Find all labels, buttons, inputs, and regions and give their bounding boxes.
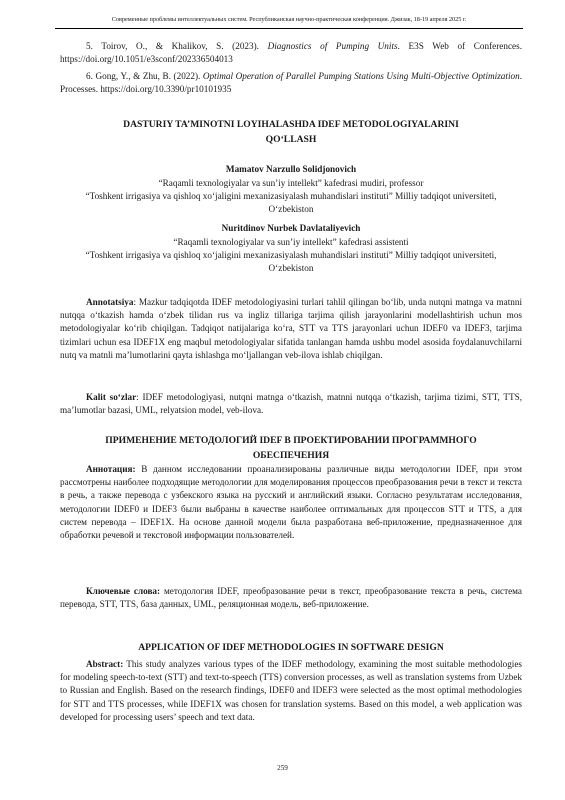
en-abstract-text: This study analyzes various types of the IDEF methodology, examining the most suitable methodologies for modeling speech-to-text (STT) and text-to-speech (TTS) conversion processes, as well as translation systems from Uzbek to Russian and English. Based on the research findings, IDEF0 and IDEF3 were selected as the most optimal methodologies for STT and TTS processes, while IDEF1X was chosen for translation systems. Based on this model, a web application was developed for processing users’ speech and text data. bbox=[60, 659, 522, 722]
ru-abstract bbox=[60, 463, 522, 542]
ru-abstract-text: В данном исследовании проанализированы различные виды методологии IDEF, при этом рассмотрены наиболее подходящие методологии для моделирования процессов преобразования речи в текст и текста в речь, а также перевода с узбекского языка на русский и английский языки. Согласно результатам исследования, методологии IDEF0 и IDEF3 были выбраны в качестве наиболее оптимальных для процессов STT и TTS, а для систем перевода – IDEF1X. На основе данной модели была разработана веб-приложение, предназначенное для обработки речевой и текстовой информации пользователей. bbox=[60, 464, 522, 541]
reference-title: Optimal Operation of Parallel Pumping Stations Using Multi-Objective Optimization bbox=[202, 71, 520, 81]
uz-abstract-label: Annotatsiya bbox=[86, 297, 134, 307]
ru-keywords-text: методология IDEF, преобразование речи в текст, преобразование текста в речь, система перевода, STT, TTS, база данных, UML, реляционная модель, веб-приложение. bbox=[60, 586, 522, 610]
uz-author2-affiliation: “Toshkent irrigasiya va qishloq xo‘jaligini mexanizasiyalash muhandislari instituti” Milliy tadqiqot universiteti, O‘zbekiston bbox=[85, 250, 497, 274]
reference-source: . E3S Web of Conferences. https://doi.org/10.1051/e3sconf/202336504013 bbox=[60, 41, 522, 65]
running-header: Современные проблемы интеллектуальных систем. Республиканская научно-практическая конференция. Джизак, 18-19 апреля 2025 г. bbox=[111, 16, 467, 23]
uz-author1-affiliation: “Toshkent irrigasiya va qishloq xo‘jaligini mexanizasiyalash muhandislari instituti” Milliy tadqiqot universiteti, O‘zbekiston bbox=[85, 191, 497, 215]
en-abstract bbox=[60, 658, 522, 724]
reference-title: Diagnostics of Pumping Units bbox=[267, 41, 398, 51]
reference-source: . Processes. https://doi.org/10.3390/pr10101935 bbox=[60, 71, 522, 95]
uz-author2-name: Nuritdinov Nurbek Davlataliyevich bbox=[221, 223, 361, 233]
en-abstract-label: Abstract: bbox=[86, 659, 124, 669]
uz-abstract bbox=[60, 296, 522, 362]
reference-5 bbox=[60, 40, 522, 66]
ru-title: ПРИМЕНЕНИЕ МЕТОДОЛОГИЙ IDEF В ПРОЕКТИРОВАНИИ ПРОГРАММНОГО ОБЕСПЕЧЕНИЯ bbox=[105, 435, 477, 461]
en-title: APPLICATION OF IDEF METHODOLOGIES IN SOFTWARE DESIGN bbox=[138, 642, 444, 653]
uz-author1-name: Mamatov Narzullo Solidjonovich bbox=[225, 164, 357, 174]
ru-abstract-label: Аннотация: bbox=[86, 464, 136, 474]
ru-keywords-label: Ключевые слова: bbox=[86, 586, 161, 596]
page-number: 259 bbox=[277, 764, 288, 772]
uz-keywords bbox=[60, 391, 522, 417]
uz-keywords-text: : IDEF metodologiyasi, nutqni matnga o‘tkazish, matnni nutqqa o‘tkazish, tarjima tizimi, STT, TTS, ma’lumotlar bazasi, UML, relyatsion model, veb-ilova. bbox=[60, 392, 522, 416]
uz-abstract-text: : Mazkur tadqiqotda IDEF metodologiyasini turlari tahlil qilingan bo‘lib, unda nutqni matnga va matnni nutqqa o‘tkazish hamda o‘zbek tilidan rus va ingliz tillariga tarjima qilish jarayonlarini modellashtirish uchun mos metodologiyalar ko‘rib chiqilgan. Tadqiqot natijalariga ko‘ra, STT va TTS jarayonlari uchun IDEF0 va IDEF3, tarjima tizimlari uchun esa IDEF1X eng maqbul metodologiyalar sifatida tanlangan hamda ushbu model asosida foydalanuvchilarni nutq va matnli ma’lumotlarini qayta ishlashga mo‘ljallangan veb-ilova ishlab chiqilgan. bbox=[60, 297, 522, 360]
header-divider bbox=[55, 28, 523, 29]
uz-author2-position: “Raqamli texnologiyalar va sun’iy intellekt” kafedrasi assistenti bbox=[173, 237, 409, 247]
reference-authors: 5. Toirov, O., & Khalikov, S. (2023). bbox=[86, 41, 268, 51]
reference-6 bbox=[60, 70, 522, 96]
ru-keywords bbox=[60, 585, 522, 611]
uz-keywords-label: Kalit so‘zlar bbox=[86, 392, 137, 402]
reference-authors: 6. Gong, Y., & Zhu, B. (2022). bbox=[86, 71, 203, 81]
uz-title: DASTURIY TA’MINOTNI LOYIHALASHDA IDEF METODOLOGIYALARINI QO‘LLASH bbox=[123, 119, 459, 145]
uz-author1-position: “Raqamli texnologiyalar va sun’iy intellekt” kafedrasi mudiri, professor bbox=[158, 178, 424, 188]
